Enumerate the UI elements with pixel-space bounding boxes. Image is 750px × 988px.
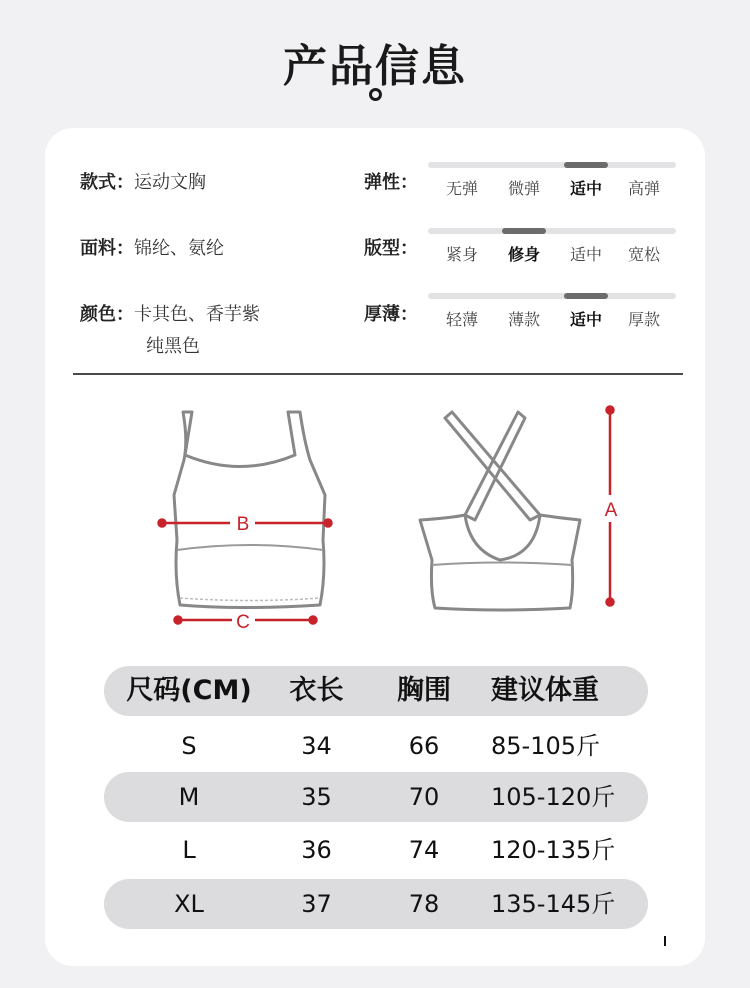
back-band-seam [432, 563, 572, 566]
garment-diagram [140, 400, 640, 635]
scale-elasticity-label: 弹性： [364, 172, 418, 193]
header-weight: 建议体重 [491, 675, 599, 706]
measure-c-end [310, 617, 317, 624]
measure-b-label: B [236, 514, 250, 535]
scale-thickness [428, 293, 676, 333]
table-row [104, 879, 648, 929]
attr-fabric-value: 锦纶、氨纶 [134, 238, 224, 259]
cell-weight: 120-135斤 [491, 836, 616, 864]
table-row [104, 825, 648, 875]
scale-fit-key [364, 234, 418, 260]
attr-color-key: 颜色： [80, 304, 134, 325]
tick-mark [664, 936, 666, 946]
scale-option: 宽松 [627, 245, 660, 264]
cell-length: 36 [301, 836, 332, 864]
attr-color-value: 卡其色、香芋紫 [134, 304, 260, 325]
front-outline [174, 412, 325, 608]
measure-b-end [325, 520, 332, 527]
scale-elasticity-key [364, 168, 418, 194]
cell-length: 34 [301, 732, 332, 760]
scale-fit-label: 版型： [364, 238, 418, 259]
cell-length: 35 [301, 783, 332, 811]
scale-option: 薄款 [507, 310, 540, 329]
scale-option: 厚款 [627, 310, 660, 329]
cell-size: M [178, 783, 200, 811]
cell-length: 37 [301, 890, 332, 918]
cell-size: L [182, 836, 196, 864]
measure-a-end [607, 407, 614, 414]
scale-marker [564, 293, 608, 299]
attr-style-value: 运动文胸 [134, 172, 206, 193]
attr-style-key: 款式： [80, 172, 134, 193]
table-row [104, 721, 648, 771]
page-title: 产品信息 [283, 41, 467, 92]
attr-style [80, 168, 206, 194]
scale-track [428, 228, 676, 234]
attr-color-value-line2: 纯黑色 [146, 336, 200, 357]
header-bust: 胸围 [397, 675, 451, 706]
scale-option: 微弹 [507, 179, 540, 198]
scale-option: 适中 [569, 245, 602, 264]
table-row [104, 772, 648, 822]
scale-option: 轻薄 [445, 310, 478, 329]
scale-option: 高弹 [627, 179, 660, 198]
scale-option: 无弹 [445, 179, 478, 198]
measure-a-label: A [604, 500, 618, 521]
back-view [420, 412, 580, 610]
cell-weight: 85-105斤 [491, 732, 601, 760]
attr-fabric-key: 面料： [80, 238, 134, 259]
scale-track [428, 162, 676, 168]
attr-color [80, 300, 260, 326]
cell-bust: 78 [408, 890, 440, 918]
front-view [174, 412, 325, 608]
scale-thickness-label: 厚薄： [364, 304, 418, 325]
cell-bust: 66 [408, 732, 440, 760]
measure-a-end [607, 599, 614, 606]
scale-option: 修身 [507, 245, 540, 264]
scale-fit [428, 228, 676, 268]
scale-marker [564, 162, 608, 168]
measure-c-label: C [236, 612, 250, 633]
header-size: 尺码(CM) [126, 675, 252, 706]
back-left-strap [445, 412, 540, 520]
header-length: 衣长 [289, 675, 344, 706]
scale-elasticity [428, 162, 676, 202]
cell-weight: 135-145斤 [491, 890, 616, 918]
scale-thickness-key [364, 300, 418, 326]
measure-c-end [175, 617, 182, 624]
front-band-seam [177, 545, 323, 550]
section-divider [73, 373, 683, 375]
scale-track [428, 293, 676, 299]
scale-option: 适中 [569, 179, 602, 198]
measure-b-end [159, 520, 166, 527]
cell-weight: 105-120斤 [491, 783, 616, 811]
front-hem-seam [180, 598, 320, 601]
cell-size: XL [174, 890, 204, 918]
cell-size: S [181, 732, 197, 760]
scale-option: 适中 [569, 310, 602, 329]
title-dot [369, 88, 382, 101]
cell-bust: 74 [408, 836, 440, 864]
table-header [104, 666, 648, 716]
scale-option: 紧身 [445, 245, 478, 264]
cell-bust: 70 [408, 783, 440, 811]
attr-fabric [80, 234, 224, 260]
scale-marker [502, 228, 546, 234]
